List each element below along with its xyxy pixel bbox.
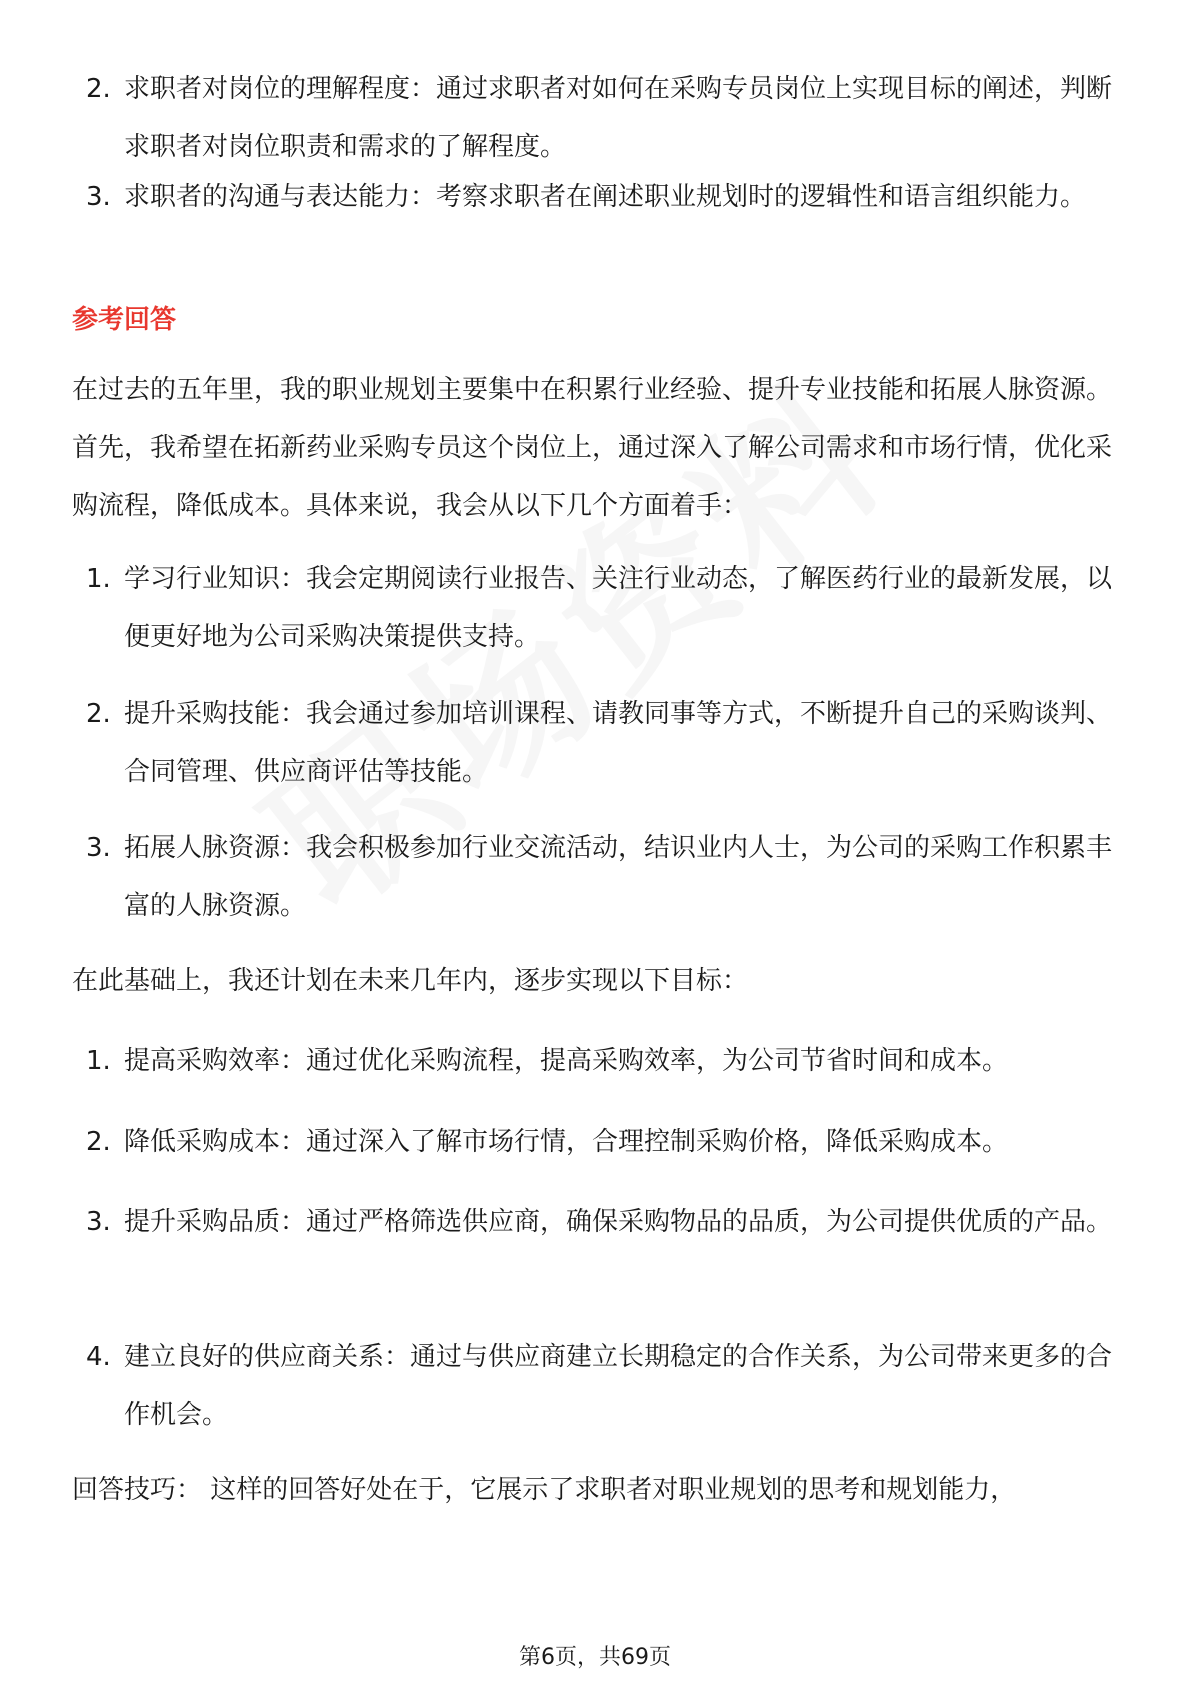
list-text: 提高采购效率：通过优化采购流程，提高采购效率，为公司节省时间和成本。	[124, 1046, 1009, 1076]
list-item	[72, 1113, 1122, 1171]
list-text: 求职者对岗位的理解程度：通过求职者对如何在采购专员岗位上实现目标的阐述，判断求职者对岗位职责和需求的了解程度。	[124, 74, 1113, 162]
list-item	[72, 1032, 1122, 1090]
list-text: 拓展人脉资源：我会积极参加行业交流活动，结识业内人士，为公司的采购工作积累丰富的人脉资源。	[124, 833, 1113, 921]
tips-paragraph: 回答技巧： 这样的回答好处在于，它展示了求职者对职业规划的思考和规划能力，	[72, 1475, 1017, 1505]
list-text: 学习行业知识：我会定期阅读行业报告、关注行业动态，了解医药行业的最新发展，以便更好地为公司采购决策提供支持。	[124, 564, 1113, 652]
list-number: 4.	[86, 1342, 111, 1372]
goals-intro-paragraph: 在此基础上，我还计划在未来几年内，逐步实现以下目标：	[72, 966, 749, 996]
list-text: 提升采购技能：我会通过参加培训课程、请教同事等方式，不断提升自己的采购谈判、合同管理、供应商评估等技能。	[124, 699, 1113, 787]
list-number: 2.	[86, 699, 111, 729]
section-heading: 参考回答	[72, 305, 177, 335]
list-number: 3.	[86, 1207, 111, 1237]
list-item	[72, 550, 1122, 666]
list-number: 2.	[86, 74, 111, 104]
list-item	[72, 1328, 1122, 1444]
list-text: 建立良好的供应商关系：通过与供应商建立长期稳定的合作关系，为公司带来更多的合作机会。	[124, 1342, 1113, 1430]
list-number: 3.	[86, 182, 111, 212]
list-number: 1.	[86, 564, 111, 594]
page-footer: 第6页，共69页	[519, 1645, 671, 1670]
list-item	[72, 819, 1122, 935]
list-text: 求职者的沟通与表达能力：考察求职者在阐述职业规划时的逻辑性和语言组织能力。	[124, 182, 1087, 212]
list-item	[72, 1193, 1122, 1251]
list-item	[72, 60, 1122, 176]
list-number: 3.	[86, 833, 111, 863]
list-item	[72, 685, 1122, 801]
intro-paragraph: 在过去的五年里，我的职业规划主要集中在积累行业经验、提升专业技能和拓展人脉资源。首先，我希望在拓新药业采购专员这个岗位上，通过深入了解公司需求和市场行情，优化采购流程，降低成本。具体来说，我会从以下几个方面着手：	[72, 375, 1113, 521]
list-text: 提升采购品质：通过严格筛选供应商，确保采购物品的品质，为公司提供优质的产品。	[124, 1207, 1113, 1237]
list-item	[72, 168, 1122, 226]
list-number: 2.	[86, 1127, 111, 1157]
list-number: 1.	[86, 1046, 111, 1076]
list-text: 降低采购成本：通过深入了解市场行情，合理控制采购价格，降低采购成本。	[124, 1127, 1009, 1157]
